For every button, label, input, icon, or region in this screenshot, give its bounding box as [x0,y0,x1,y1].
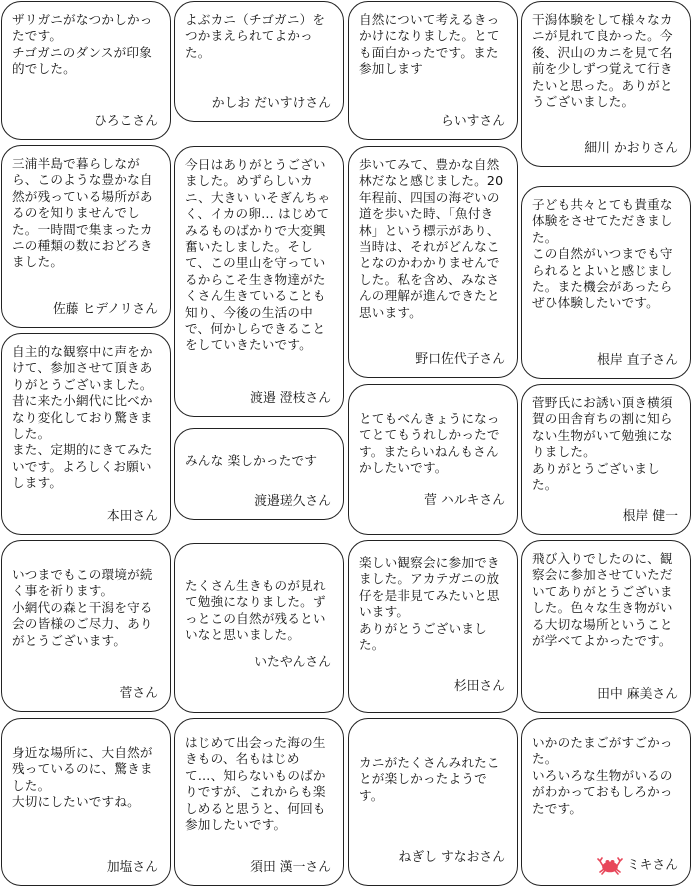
comment-card [348,540,518,713]
comment-text: はじめて出会った海の生きもの、名もはじめて…、知らないものばかりですが、これからも楽しめると思うと、何回も参加したいです。 [185,735,326,833]
comment-author: かしお だいすけさん [211,96,331,111]
comment-text: いかのたまごがすごかった。 いろいろな生物がいるのがわかっておもしろかったです。 [532,735,673,816]
comment-text: 自然について考えるきっかけになりました。とても面白かったです。また参加します [359,12,500,77]
comment-author: 佐藤 ヒデノリさん [52,302,158,317]
comment-text: 干潟体験をして様々なカニが見れて良かった。今後、沢山のカニを見て名前を少しずつ覚えて行きたいと思った。ありがとうございました。 [532,12,673,110]
comment-author: 渡邉 澄枝さん [250,391,331,406]
comment-author: 渡邉瑳久さん [254,494,331,509]
comment-card [521,540,691,713]
comment-card [521,718,691,886]
comment-text: 歩いてみて、豊かな自然林だなと感じました。20年程前、四国の海ぞいの道を歩いた時、「魚付き林」という標示があり、当時は、それがどんなことなのかわかりませんでした。私を含め、みなさんの理解が進んできたと思います。 [359,157,504,320]
comment-text: 菅野氏にお誘い頂き横須賀の田舎育ちの割に知らない生物がいて勉強になりました。 ありがとうございました。 [532,395,673,493]
comment-text: たくさん生きものが見れて勉強になりました。ずっとこの自然が残るといいなと思いました。 [185,578,326,643]
comment-card [1,145,171,328]
comment-card [174,1,344,122]
comment-author: ひろこさん [94,114,158,129]
crab-icon [597,855,623,875]
comment-text: 三浦半島で暮らしながら、このような豊かな自然が残っている場所があるのを知りませんでした。一時間で集まったカニの種類の数におどろきました。 [12,156,153,270]
comment-text: 楽しい観察会に参加できました。アカテガニの放仔を是非見てみたいと思います。 ありがとうございました。 [359,555,500,653]
comment-text: 今日はありがとうございました。めずらしいカニ、大きい いそぎんちゃく、イカの卵… はじめてみるものばかりで大変興奮いたしました。そして、この里山を守っているからこそ生き物達がたくさん生きていることも知り、今後の生活の中で、何かしらできることをしていきたいです。 [185,157,331,353]
comment-author: 須田 漢一さん [250,860,331,875]
comment-card [174,718,344,886]
comment-card [348,718,518,886]
comment-card [174,428,344,520]
comment-text: ザリガニがなつかしかったです。 チゴガニのダンスが印象的でした。 [12,12,153,77]
comment-text: みんな 楽しかったです [185,453,318,468]
comment-author: らいすさん [441,114,505,129]
comment-text: 子ども共々とても貴重な体験をさせてただきました。 この自然がいつまでも守られるとよいと感じました。また機会があったらぜひ体験したいです。 [532,197,673,311]
comment-author: 野口佐代子さん [415,352,505,367]
comment-card [174,146,344,417]
comment-author: 根岸 健一 [622,509,678,524]
comment-card [1,1,171,140]
comment-author: ねぎし すなおさん [398,850,505,865]
comment-author: ミキさん [626,857,678,873]
comment-card [521,186,691,379]
comment-card [1,718,171,886]
comment-card [1,540,171,712]
comment-author: 杉田さん [453,679,505,694]
comment-text: 身近な場所に、大自然が残っているのに、驚きました。 大切にしたいですね。 [12,745,153,810]
comment-author: 加塩さん [106,860,158,875]
comment-card [1,333,171,535]
comment-author: 本田さん [106,509,158,524]
comment-author: 根岸 直子さん [597,353,678,368]
comment-author: 細川 かおりさん [584,141,678,156]
comment-author: 菅さん [119,686,158,701]
comment-card [348,384,518,535]
comment-text: いつまでもこの環境が続く事を祈ります。 小網代の森と干潟を守る会の皆様のご尽力、ありがとうございます。 [12,567,153,648]
comment-text: 飛び入りでしたのに、観察会に参加させていただいてありがとうございました。色々な生き物がいる大切な場所ということが学べてよかったです。 [532,551,673,649]
comment-author: いたやんさん [254,655,331,670]
comment-card [174,543,344,713]
comment-text: よぶカニ（チゴガニ）をつかまえられてよかった。 [185,12,326,60]
comment-card [348,1,518,140]
comment-author-row [597,855,678,875]
comment-text: カニがたくさんみれたことが楽しかったようです。 [359,755,500,803]
comment-text: 自主的な観察中に声をかけて、参加させて頂きありがとうございました。昔に来た小網代に比べかなり変化しており驚きました。 また、定期的にきてみたいです。よろしくお願いします。 [12,344,153,491]
comment-text: とてもべんきょうになってとてもうれしかったです。またらいねんもさんかしたいです。 [359,411,500,476]
comment-card [521,384,691,535]
comment-author: 田中 麻美さん [597,687,678,702]
comment-author: 菅 ハルキさん [424,493,505,508]
comment-card [348,146,518,378]
comment-card [521,1,691,167]
